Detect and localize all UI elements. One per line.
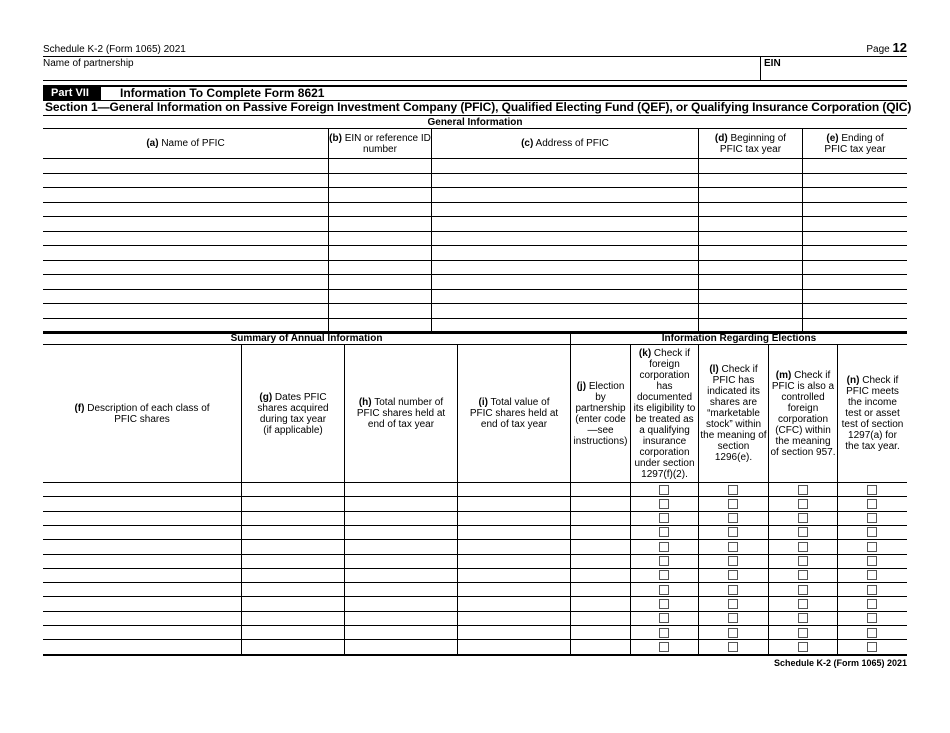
general-info-cell[interactable]	[803, 232, 906, 245]
checkbox[interactable]	[867, 570, 877, 580]
checkbox[interactable]	[728, 485, 738, 495]
annual-info-cell[interactable]	[44, 540, 240, 552]
annual-info-cell[interactable]	[458, 555, 569, 567]
general-info-cell[interactable]	[44, 246, 327, 259]
checkbox[interactable]	[798, 613, 808, 623]
checkbox[interactable]	[728, 628, 738, 638]
footer-form-id: Schedule K-2 (Form 1065) 2021	[773, 658, 907, 668]
annual-info-cell[interactable]	[44, 526, 240, 538]
annual-info-cell[interactable]	[44, 612, 240, 624]
page-number-group	[866, 40, 907, 55]
general-info-cell[interactable]	[432, 319, 697, 332]
annual-info-cell[interactable]	[571, 569, 629, 581]
checkbox[interactable]	[728, 499, 738, 509]
column-divider	[698, 344, 699, 654]
col-header-a: (a) Name of PFIC	[146, 138, 225, 149]
general-info-cell[interactable]	[329, 159, 430, 172]
col-header-j: (j) Election by partnership (enter code—see instructions)	[573, 380, 628, 447]
col-header-i: (i) Total value of PFIC shares held at end of tax year	[469, 397, 559, 430]
general-info-cell[interactable]	[432, 174, 697, 187]
checkbox[interactable]	[867, 513, 877, 523]
annual-info-cell[interactable]	[458, 569, 569, 581]
general-info-cell[interactable]	[699, 304, 801, 317]
general-info-cell[interactable]	[329, 290, 430, 303]
general-info-cell[interactable]	[44, 203, 327, 216]
annual-info-cell[interactable]	[44, 483, 240, 495]
annual-info-cell[interactable]	[458, 483, 569, 495]
general-info-cell[interactable]	[699, 290, 801, 303]
checkbox[interactable]	[659, 485, 669, 495]
annual-info-cell[interactable]	[345, 483, 456, 495]
table-row-line	[43, 654, 907, 656]
checkbox[interactable]	[867, 585, 877, 595]
annual-info-cell[interactable]	[345, 583, 456, 595]
general-info-cell[interactable]	[432, 217, 697, 230]
col-header-h: (h) Total number of PFIC shares held at end of tax year	[356, 397, 446, 430]
checkbox[interactable]	[798, 585, 808, 595]
general-info-cell[interactable]	[44, 261, 327, 274]
general-info-cell[interactable]	[44, 174, 327, 187]
checkbox[interactable]	[798, 570, 808, 580]
checkbox[interactable]	[867, 642, 877, 652]
checkbox[interactable]	[728, 527, 738, 537]
checkbox[interactable]	[728, 570, 738, 580]
annual-info-cell[interactable]	[571, 555, 629, 567]
annual-info-cell[interactable]	[458, 497, 569, 509]
col-header-e: (e) Ending of PFIC tax year	[824, 132, 886, 155]
general-info-cell[interactable]	[699, 246, 801, 259]
checkbox[interactable]	[867, 527, 877, 537]
general-info-cell[interactable]	[329, 275, 430, 288]
general-info-cell[interactable]	[803, 159, 906, 172]
annual-info-cell[interactable]	[242, 512, 343, 524]
checkbox[interactable]	[867, 556, 877, 566]
annual-info-cell[interactable]	[242, 555, 343, 567]
general-info-cell[interactable]	[432, 188, 697, 201]
annual-info-cell[interactable]	[345, 555, 456, 567]
annual-info-cell[interactable]	[571, 540, 629, 552]
annual-info-cell[interactable]	[242, 540, 343, 552]
checkbox[interactable]	[798, 599, 808, 609]
checkbox[interactable]	[867, 542, 877, 552]
general-info-cell[interactable]	[699, 203, 801, 216]
annual-info-cell[interactable]	[345, 640, 456, 652]
annual-info-cell[interactable]	[345, 626, 456, 638]
checkbox[interactable]	[659, 628, 669, 638]
checkbox[interactable]	[728, 642, 738, 652]
col-header-f: (f) Description of each class of PFIC shares	[74, 402, 210, 425]
annual-info-cell[interactable]	[242, 497, 343, 509]
general-info-cell[interactable]	[803, 275, 906, 288]
annual-info-cell[interactable]	[242, 526, 343, 538]
column-divider	[431, 128, 432, 332]
annual-info-cell[interactable]	[458, 512, 569, 524]
checkbox[interactable]	[798, 556, 808, 566]
general-info-cell[interactable]	[803, 217, 906, 230]
general-info-cell[interactable]	[699, 217, 801, 230]
annual-info-cell[interactable]	[571, 483, 629, 495]
annual-info-cell[interactable]	[571, 640, 629, 652]
checkbox[interactable]	[659, 613, 669, 623]
checkbox[interactable]	[659, 513, 669, 523]
checkbox[interactable]	[867, 499, 877, 509]
general-info-cell[interactable]	[803, 174, 906, 187]
annual-info-cell[interactable]	[242, 483, 343, 495]
general-info-cell[interactable]	[803, 304, 906, 317]
annual-info-cell[interactable]	[458, 597, 569, 609]
annual-info-cell[interactable]	[44, 597, 240, 609]
checkbox[interactable]	[659, 585, 669, 595]
general-info-cell[interactable]	[432, 304, 697, 317]
col-header-k: (k) Check if foreign corporation has documented its eligibility to be treated as a qualifying insurance corporation under section 1297(f)(2).	[633, 347, 696, 480]
annual-info-cell[interactable]	[458, 583, 569, 595]
column-divider	[570, 331, 571, 654]
part-title: Information To Complete Form 8621	[120, 86, 325, 100]
general-info-cell[interactable]	[44, 275, 327, 288]
column-divider	[344, 344, 345, 654]
general-info-cell[interactable]	[44, 319, 327, 332]
annual-info-cell[interactable]	[458, 540, 569, 552]
annual-info-cell[interactable]	[571, 497, 629, 509]
checkbox[interactable]	[867, 628, 877, 638]
general-info-cell[interactable]	[699, 232, 801, 245]
annual-info-cell[interactable]	[242, 626, 343, 638]
general-info-cell[interactable]	[699, 159, 801, 172]
checkbox[interactable]	[659, 527, 669, 537]
summary-heading: Summary of Annual Information	[230, 332, 383, 344]
annual-info-cell[interactable]	[458, 626, 569, 638]
part-badge: Part VII	[43, 87, 101, 100]
col-header-d: (d) Beginning of PFIC tax year	[714, 132, 787, 155]
annual-info-cell[interactable]	[458, 640, 569, 652]
annual-info-cell[interactable]	[571, 626, 629, 638]
col-header-b: (b) EIN or reference ID number	[329, 132, 431, 155]
column-divider	[802, 128, 803, 332]
checkbox[interactable]	[798, 499, 808, 509]
general-info-cell[interactable]	[699, 275, 801, 288]
general-info-cell[interactable]	[44, 232, 327, 245]
annual-info-cell[interactable]	[242, 569, 343, 581]
general-info-cell[interactable]	[803, 246, 906, 259]
general-info-cell[interactable]	[432, 261, 697, 274]
general-info-cell[interactable]	[44, 159, 327, 172]
checkbox[interactable]	[728, 513, 738, 523]
form-id: Schedule K-2 (Form 1065) 2021	[43, 44, 186, 55]
column-divider	[457, 344, 458, 654]
general-info-cell[interactable]	[699, 188, 801, 201]
annual-info-cell[interactable]	[345, 569, 456, 581]
annual-info-cell[interactable]	[345, 512, 456, 524]
page-number: 12	[892, 40, 907, 55]
checkbox[interactable]	[867, 613, 877, 623]
col-header-g: (g) Dates PFIC shares acquired during tax year (if applicable)	[257, 391, 329, 436]
col-header-n: (n) Check if PFIC meets the income test or asset test of section 1297(a) for the tax year.	[841, 375, 904, 452]
checkbox[interactable]	[867, 599, 877, 609]
general-info-cell[interactable]	[44, 217, 327, 230]
general-info-cell[interactable]	[803, 319, 906, 332]
general-info-cell[interactable]	[329, 232, 430, 245]
checkbox[interactable]	[728, 542, 738, 552]
rule	[43, 331, 907, 332]
checkbox[interactable]	[728, 613, 738, 623]
annual-info-cell[interactable]	[571, 512, 629, 524]
checkbox[interactable]	[728, 585, 738, 595]
ein-field[interactable]	[785, 57, 905, 79]
annual-info-cell[interactable]	[345, 612, 456, 624]
general-info-cell[interactable]	[803, 203, 906, 216]
annual-info-cell[interactable]	[242, 583, 343, 595]
partnership-name-field[interactable]	[103, 57, 758, 79]
general-info-cell[interactable]	[432, 246, 697, 259]
checkbox[interactable]	[798, 542, 808, 552]
general-info-cell[interactable]	[329, 319, 430, 332]
annual-info-cell[interactable]	[571, 526, 629, 538]
checkbox[interactable]	[798, 485, 808, 495]
checkbox[interactable]	[867, 485, 877, 495]
column-divider	[328, 128, 329, 332]
general-info-cell[interactable]	[44, 188, 327, 201]
column-divider	[241, 344, 242, 654]
annual-info-cell[interactable]	[44, 497, 240, 509]
annual-info-cell[interactable]	[571, 612, 629, 624]
general-info-cell[interactable]	[432, 232, 697, 245]
general-info-cell[interactable]	[329, 174, 430, 187]
column-divider	[698, 128, 699, 332]
annual-info-cell[interactable]	[242, 640, 343, 652]
general-info-cell[interactable]	[803, 188, 906, 201]
general-info-cell[interactable]	[329, 203, 430, 216]
rule	[760, 56, 761, 80]
general-info-cell[interactable]	[699, 261, 801, 274]
annual-info-cell[interactable]	[345, 526, 456, 538]
checkbox[interactable]	[798, 513, 808, 523]
annual-info-cell[interactable]	[242, 612, 343, 624]
annual-info-cell[interactable]	[44, 555, 240, 567]
annual-info-cell[interactable]	[571, 597, 629, 609]
annual-info-cell[interactable]	[44, 626, 240, 638]
checkbox[interactable]	[728, 556, 738, 566]
general-info-cell[interactable]	[432, 159, 697, 172]
general-info-cell[interactable]	[44, 304, 327, 317]
general-info-cell[interactable]	[432, 203, 697, 216]
annual-info-cell[interactable]	[242, 597, 343, 609]
general-info-cell[interactable]	[329, 261, 430, 274]
annual-info-cell[interactable]	[44, 569, 240, 581]
checkbox[interactable]	[659, 599, 669, 609]
rule	[43, 80, 907, 81]
annual-info-cell[interactable]	[345, 497, 456, 509]
checkbox[interactable]	[798, 642, 808, 652]
checkbox[interactable]	[659, 570, 669, 580]
general-info-cell[interactable]	[699, 319, 801, 332]
general-info-cell[interactable]	[699, 174, 801, 187]
column-divider	[768, 344, 769, 654]
annual-info-cell[interactable]	[44, 583, 240, 595]
general-info-heading: General Information	[427, 116, 523, 128]
column-divider	[630, 344, 631, 654]
col-header-c: (c) Address of PFIC	[521, 138, 609, 149]
general-info-cell[interactable]	[803, 290, 906, 303]
col-header-l: (l) Check if PFIC has indicated its shares are “marketable stock” within the meaning of section 1296(e).	[700, 364, 767, 463]
annual-info-cell[interactable]	[44, 512, 240, 524]
general-info-cell[interactable]	[44, 290, 327, 303]
annual-info-cell[interactable]	[44, 640, 240, 652]
general-info-cell[interactable]	[329, 246, 430, 259]
checkbox[interactable]	[659, 542, 669, 552]
general-info-cell[interactable]	[432, 290, 697, 303]
general-info-cell[interactable]	[329, 304, 430, 317]
annual-info-cell[interactable]	[571, 583, 629, 595]
general-info-cell[interactable]	[432, 275, 697, 288]
col-header-m: (m) Check if PFIC is also a controlled foreign corporation (CFC) within the meaning of section 957.	[770, 369, 836, 458]
checkbox[interactable]	[659, 642, 669, 652]
general-info-cell[interactable]	[803, 261, 906, 274]
checkbox[interactable]	[798, 527, 808, 537]
general-info-cell[interactable]	[329, 217, 430, 230]
checkbox[interactable]	[798, 628, 808, 638]
checkbox[interactable]	[659, 556, 669, 566]
annual-info-cell[interactable]	[345, 540, 456, 552]
checkbox[interactable]	[659, 499, 669, 509]
page-label: Page	[866, 44, 890, 55]
partnership-name-label: Name of partnership	[43, 58, 134, 69]
annual-info-cell[interactable]	[458, 526, 569, 538]
annual-info-cell[interactable]	[458, 612, 569, 624]
elections-heading: Information Regarding Elections	[661, 332, 817, 344]
general-info-cell[interactable]	[329, 188, 430, 201]
column-divider	[837, 344, 838, 654]
annual-info-cell[interactable]	[345, 597, 456, 609]
checkbox[interactable]	[728, 599, 738, 609]
ein-label: EIN	[764, 58, 781, 69]
section-title: Section 1—General Information on Passive Foreign Investment Company (PFIC), Qualified Electing Fund (QEF), or Qualifying Insurance Corporation (QIC)	[45, 100, 912, 114]
